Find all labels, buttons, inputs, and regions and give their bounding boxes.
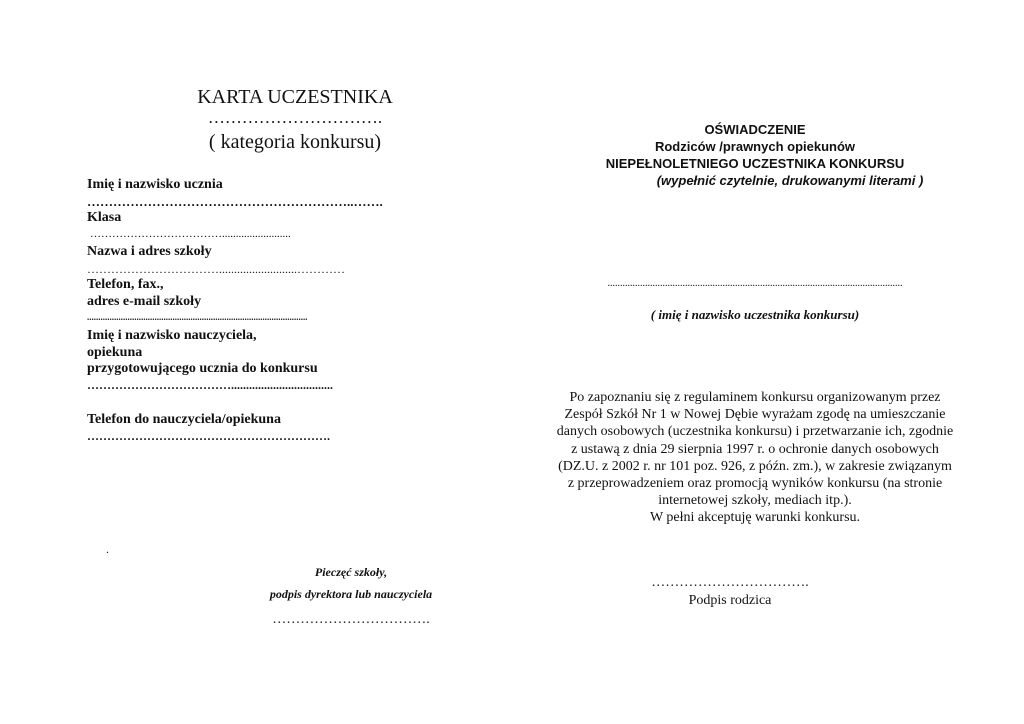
consent-line: W pełni akceptuję warunki konkursu. <box>649 510 861 526</box>
stray-dot: . <box>106 542 109 556</box>
school-contact-field[interactable]: .................................................................................................. <box>87 312 308 322</box>
school-email-label: adres e-mail szkoły <box>87 294 202 309</box>
school-field[interactable]: ……………………………..........................………… <box>87 262 345 276</box>
student-name-label: Imię i nazwisko ucznia <box>87 177 223 192</box>
consent-line: internetowej szkoły, mediach itp.). <box>658 493 852 509</box>
teacher-name-label: Imię i nazwisko nauczyciela, <box>87 328 257 343</box>
signature-label: podpis dyrektora lub nauczyciela <box>269 587 433 601</box>
card-title: KARTA UCZESTNIKA <box>197 86 393 108</box>
teacher-phone-label: Telefon do nauczyciela/opiekuna <box>87 412 281 427</box>
consent-line: z ustawą z dnia 29 sierpnia 1997 r. o ochronie danych osobowych <box>571 441 939 457</box>
stamp-label: Pieczęć szkoły, <box>314 565 388 579</box>
parent-signature-line[interactable]: ……………………………. <box>651 575 809 590</box>
school-label: Nazwa i adres szkoły <box>87 244 212 259</box>
category-dots: …………………………. <box>207 108 383 127</box>
consent-line: (DZ.U. z 2002 r. nr 101 poz. 926, z późn. zm.), w zakresie związanym <box>558 458 952 474</box>
stamp-signature-line[interactable]: ……………………………. <box>272 612 430 627</box>
consent-line: danych osobowych (uczestnika konkursu) i przetwarzanie ich, zgodnie <box>556 424 954 440</box>
consent-line: Zespół Szkół Nr 1 w Nowej Dębie wyrażam zgodę na umieszczanie <box>564 407 946 423</box>
parent-signature-label: Podpis rodzica <box>688 593 772 608</box>
teacher-role-label: przygotowującego ucznia do konkursu <box>87 361 318 376</box>
fill-instruction: (wypełnić czytelnie, drukowanymi literami ) <box>656 173 924 188</box>
declaration-heading: OŚWIADCZENIE <box>704 122 806 137</box>
participant-name-caption: ( imię i nazwisko uczestnika konkursu) <box>650 307 860 322</box>
declaration-minor-heading: NIEPEŁNOLETNIEGO UCZESTNIKA KONKURSU <box>605 156 905 171</box>
school-phone-label: Telefon, fax., <box>87 277 164 292</box>
teacher-guardian-label: opiekuna <box>87 345 143 360</box>
student-name-field[interactable]: ……………………………………………………..……. <box>87 194 383 209</box>
consent-line: z przeprowadzeniem oraz promocją wyników konkursu (na stronie <box>567 476 943 492</box>
consent-line: Po zapoznaniu się z regulaminem konkursu organizowanym przez <box>569 390 941 405</box>
teacher-name-field[interactable]: ……………………………….................................. <box>87 378 333 392</box>
consent-paragraph <box>530 389 980 527</box>
category-caption: ( kategoria konkursu) <box>208 131 382 153</box>
teacher-phone-field[interactable]: ……………………………………………………. <box>87 429 330 443</box>
participant-name-field[interactable]: ...................................................................................................................... <box>607 278 903 289</box>
declaration-subheading: Rodziców /prawnych opiekunów <box>654 139 856 154</box>
class-label: Klasa <box>87 210 122 225</box>
class-field[interactable]: ………………………………......................... <box>90 228 291 240</box>
